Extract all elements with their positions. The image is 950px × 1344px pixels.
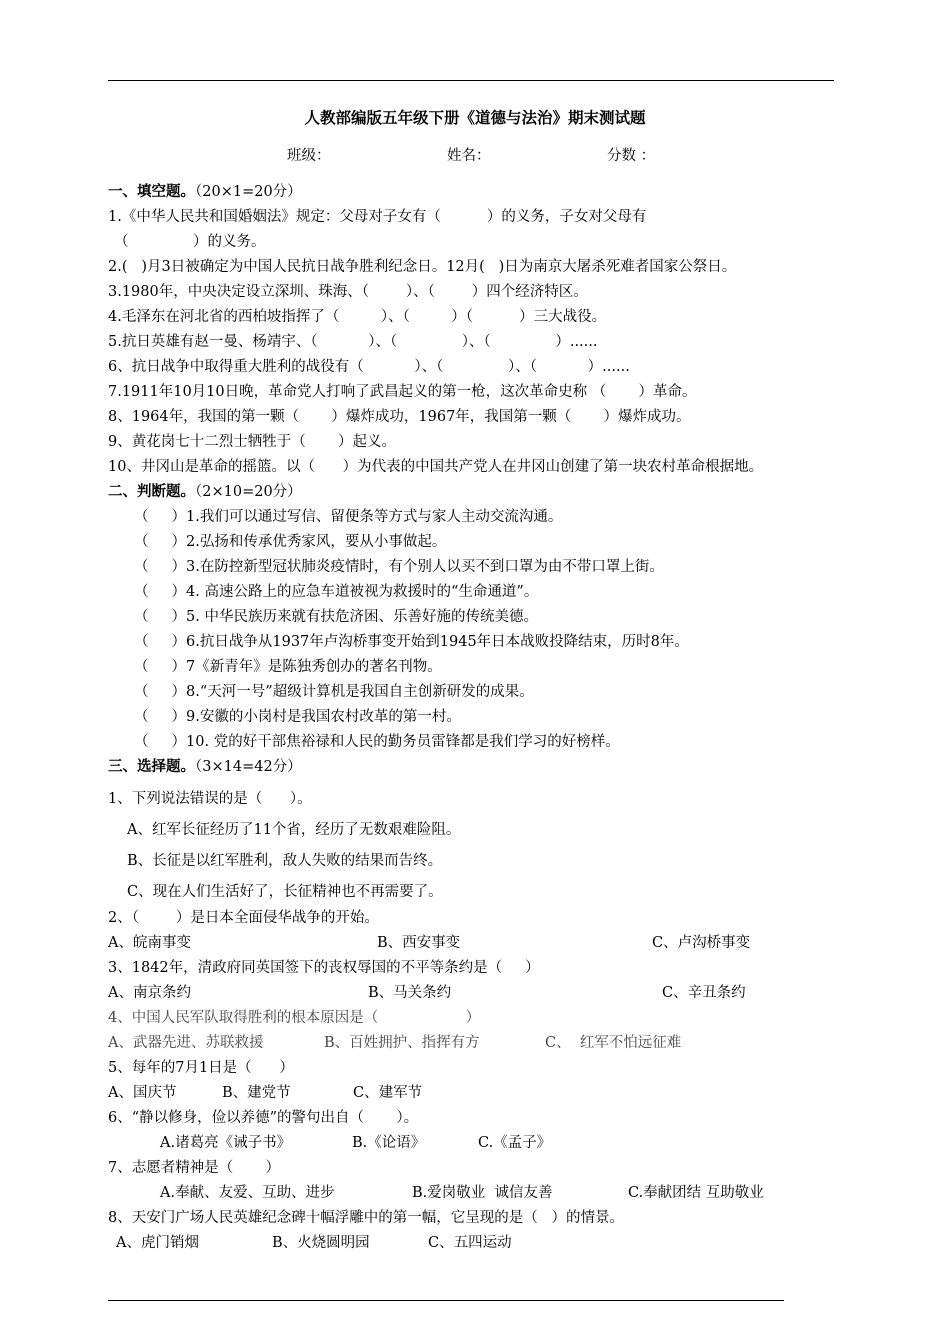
choice-q6-option-a: A.诸葛亮《诫子书》 (160, 1135, 292, 1151)
choice-q8-stem: 8、天安门广场人民英雄纪念碑十幅浮雕中的第一幅，它呈现的是（ ）的情景。 (108, 1210, 625, 1226)
class-label: 班级： (287, 148, 331, 164)
judge-q6: （ ）6.抗日战争从1937年卢沟桥事变开始到1945年日本战败投降结束，历时8年。 (134, 634, 689, 650)
judge-q5: （ ）5. 中华民族历来就有扶危济困、乐善好施的传统美德。 (134, 609, 538, 625)
choice-q3-stem: 3、1842年，清政府同英国签下的丧权辱国的不平等条约是（ ） (108, 960, 540, 976)
choice-q4-option-c: C、 红军不怕远征难 (545, 1035, 682, 1051)
choice-q3-option-c: C、辛丑条约 (662, 985, 746, 1001)
choice-q1-stem: 1、下列说法错误的是（ ）。 (108, 791, 312, 807)
choice-q2-option-a: A、皖南事变 (108, 935, 191, 951)
fill-q1-line1: 1.《中华人民共和国婚姻法》规定：父母对子女有（ ）的义务，子女对父母有 (108, 209, 647, 225)
section1-heading (108, 182, 302, 202)
choice-q8-option-a: A、虎门销烟 (116, 1235, 199, 1251)
score-label: 分数 ： (607, 148, 656, 164)
fill-q8: 8、1964年，我国的第一颗（ ）爆炸成功，1967年，我国第一颗（ ）爆炸成功。 (108, 409, 691, 425)
choice-q7-stem: 7、志愿者精神是（ ） (108, 1160, 280, 1176)
choice-q3-option-a: A、南京条约 (108, 985, 191, 1001)
choice-q6-stem: 6、“静以修身，俭以养德”的警句出自（ ）。 (108, 1110, 419, 1126)
choice-q3-option-b: B、马关条约 (368, 985, 452, 1001)
choice-q4-stem: 4、中国人民军队取得胜利的根本原因是（ ） (108, 1010, 481, 1026)
section3-heading (108, 757, 302, 777)
section1-points: （20×1=20分） (195, 184, 302, 200)
footer-rule (108, 1300, 784, 1301)
choice-q5-stem: 5、每年的7月1日是（ ） (108, 1060, 294, 1076)
judge-q9: （ ）9.安徽的小岗村是我国农村改革的第一村。 (134, 709, 461, 725)
choice-q2-option-c: C、卢沟桥事变 (652, 935, 751, 951)
section3-title: 三、选择题。 (108, 758, 195, 775)
name-label: 姓名： (447, 148, 491, 164)
choice-q4-option-b: B、百姓拥护、指挥有方 (324, 1035, 480, 1051)
section3-points: （3×14=42分） (195, 759, 302, 775)
fill-q6: 6、抗日战争中取得重大胜利的战役有（ ）、（ ）、（ ）...... (108, 359, 630, 375)
choice-q7-option-c: C.奉献团结 互助敬业 (628, 1185, 764, 1201)
fill-q7: 7.1911年10月10日晚，革命党人打响了武昌起义的第一枪，这次革命史称 （ ）革命。 (108, 384, 697, 400)
fill-q5: 5.抗日英雄有赵一曼、杨靖宇、（ ）、（ ）、（ ）...... (108, 334, 598, 350)
choice-q1-option-b: B、长征是以红军胜利，敌人失败的结果而告终。 (127, 853, 443, 869)
judge-q1: （ ）1.我们可以通过写信、留便条等方式与家人主动交流沟通。 (134, 509, 563, 525)
section2-title: 二、判断题。 (108, 483, 195, 500)
choice-q1-option-c: C、现在人们生活好了，长征精神也不再需要了。 (127, 884, 443, 900)
judge-q10: （ ）10. 党的好干部焦裕禄和人民的勤务员雷锋都是我们学习的好榜样。 (134, 734, 620, 750)
choice-q7-option-b: B.爱岗敬业 诚信友善 (412, 1185, 553, 1201)
choice-q6-option-b: B.《论语》 (352, 1135, 426, 1151)
header-rule (108, 80, 834, 81)
choice-q8-option-b: B、火烧圆明园 (272, 1235, 370, 1251)
section2-heading (108, 482, 302, 502)
choice-q8-option-c: C、五四运动 (428, 1235, 512, 1251)
fill-q9: 9、黄花岗七十二烈士牺牲于（ ）起义。 (108, 434, 396, 450)
choice-q5-option-c: C、建军节 (353, 1085, 423, 1101)
choice-q5-option-a: A、国庆节 (108, 1085, 177, 1101)
choice-q6-option-c: C.《孟子》 (478, 1135, 552, 1151)
judge-q4: （ ）4. 高速公路上的应急车道被视为救援时的“生命通道”。 (134, 584, 539, 600)
page-title: 人教部编版五年级下册《道德与法治》期末测试题 (304, 108, 646, 127)
choice-q4-option-a: A、武器先进、苏联救援 (108, 1035, 264, 1051)
judge-q3: （ ）3.在防控新型冠状肺炎疫情时，有个别人以买不到口罩为由不带口罩上街。 (134, 559, 664, 575)
choice-q1-option-a: A、红军长征经历了11个省，经历了无数艰难险阻。 (127, 822, 461, 838)
choice-q5-option-b: B、建党节 (222, 1085, 291, 1101)
fill-q3: 3.1980年，中央决定设立深圳、珠海、（ ）、（ ）四个经济特区。 (108, 284, 588, 300)
fill-q2: 2.( )月3日被确定为中国人民抗日战争胜利纪念日。12月( )日为南京大屠杀死难者国家公祭日。 (108, 259, 737, 275)
fill-q4: 4.毛泽东在河北省的西柏坡指挥了（ ）、（ ）（ ）三大战役。 (108, 309, 607, 325)
fill-q1-line2: （ ）的义务。 (114, 234, 266, 250)
fill-q10: 10、井冈山是革命的摇篮。以（ ）为代表的中国共产党人在井冈山创建了第一块农村革命根据地。 (108, 459, 764, 475)
section2-points: （2×10=20分） (195, 484, 302, 500)
choice-q7-option-a: A.奉献、友爱、互助、进步 (160, 1185, 335, 1201)
section1-title: 一、填空题。 (108, 183, 195, 200)
choice-q2-stem: 2、（ ）是日本全面侵华战争的开始。 (108, 910, 379, 926)
judge-q2: （ ）2.弘扬和传承优秀家风，要从小事做起。 (134, 534, 447, 550)
judge-q8: （ ）8.“天河一号”超级计算机是我国自主创新研发的成果。 (134, 684, 534, 700)
choice-q2-option-b: B、西安事变 (377, 935, 461, 951)
judge-q7: （ ）7《新青年》是陈独秀创办的著名刊物。 (134, 659, 442, 675)
